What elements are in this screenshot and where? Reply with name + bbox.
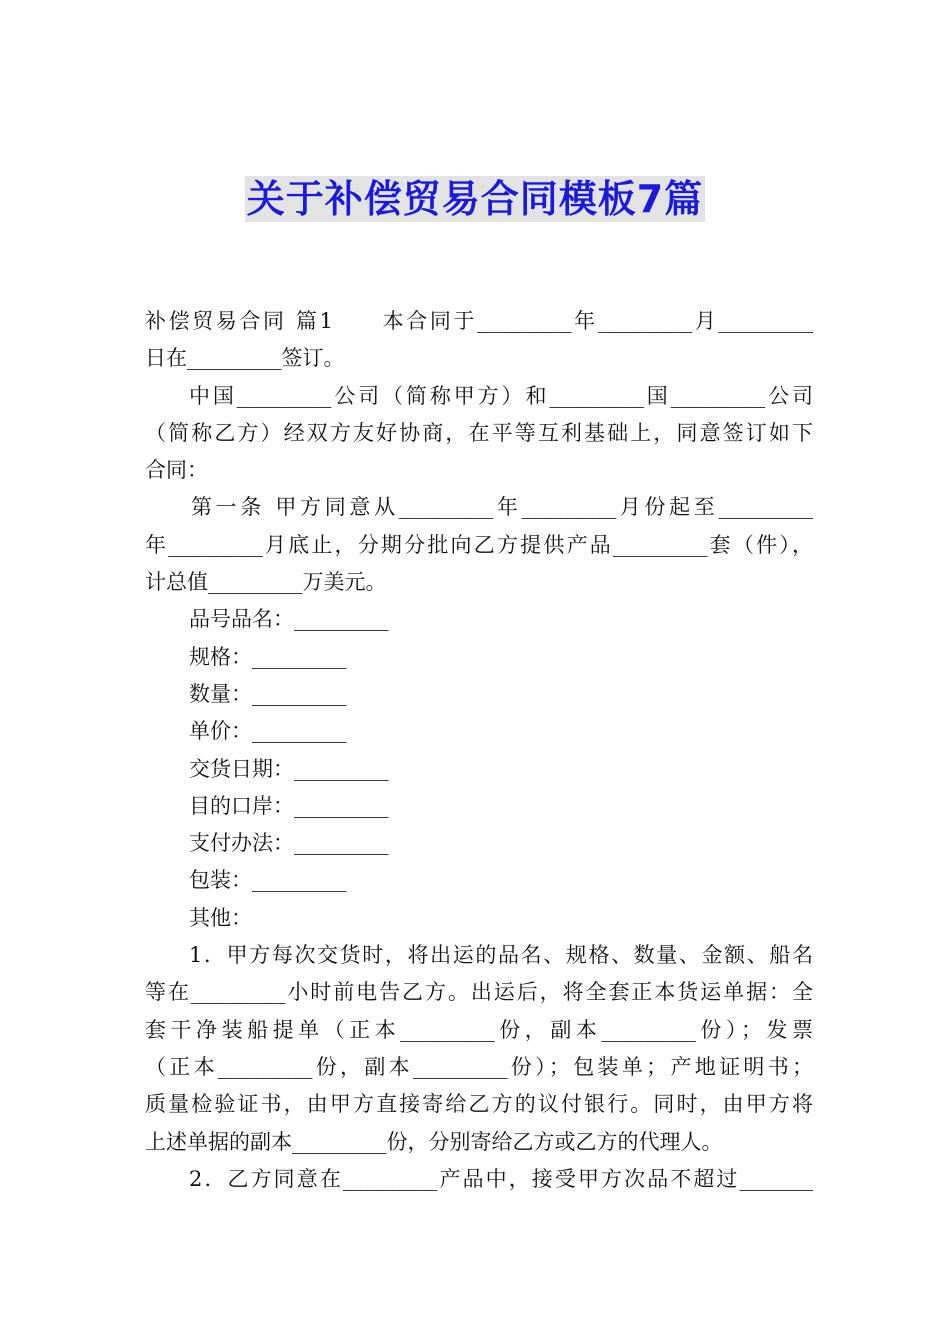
text-line: 日在_________签订。 [145,346,345,371]
text-line: 目的口岸：_________ [189,793,389,818]
text-line: 中国_________公司（简称甲方）和_________国_________公司 [189,383,813,408]
text-line: 支付办法：_________ [189,831,389,856]
title-container [0,176,950,222]
text-line: 2．乙方同意在_________产品中，接受甲方次品不超过_______ [189,1166,813,1191]
text-line: 补偿贸易合同 篇1 本合同于_________年_________月_________ [145,309,813,333]
text-line: 包装：_________ [189,868,347,893]
document-body [145,303,813,1198]
text-line: 数量：_________ [189,681,347,706]
document-title: 关于补偿贸易合同模板7篇 [246,177,704,221]
text-line: 第一条 甲方同意从_________年_________月份起至_________ [191,495,813,520]
text-line: 其他： [189,905,252,930]
text-line: 年_________月底止，分期分批向乙方提供产品_________套（件）， [145,532,813,557]
text-line: 质量检验证书，由甲方直接寄给乙方的议付银行。同时，由甲方将 [145,1092,813,1117]
text-line: 交货日期：_________ [189,756,389,781]
text-line: 规格：_________ [189,644,347,669]
text-line: 合同： [145,458,208,483]
text-line: 等在_________小时前电告乙方。出运后，将全套正本货运单据：全 [145,980,813,1005]
text-line: （简称乙方）经双方友好协商，在平等互利基础上，同意签订如下 [145,420,813,445]
text-line: 套干净装船提单（正本_________份，副本_________份）；发票 [145,1017,813,1042]
text-line: 上述单据的副本_________份，分别寄给乙方或乙方的代理人。 [145,1129,723,1154]
text-line: 计总值_________万美元。 [145,570,387,595]
text-line: 品号品名：_________ [189,607,389,632]
text-line: （正本_________份，副本_________份）；包装单；产地证明书； [145,1054,813,1079]
text-line: 1．甲方每次交货时，将出运的品名、规格、数量、金额、船名 [189,943,813,968]
text-line: 单价：_________ [189,719,347,744]
